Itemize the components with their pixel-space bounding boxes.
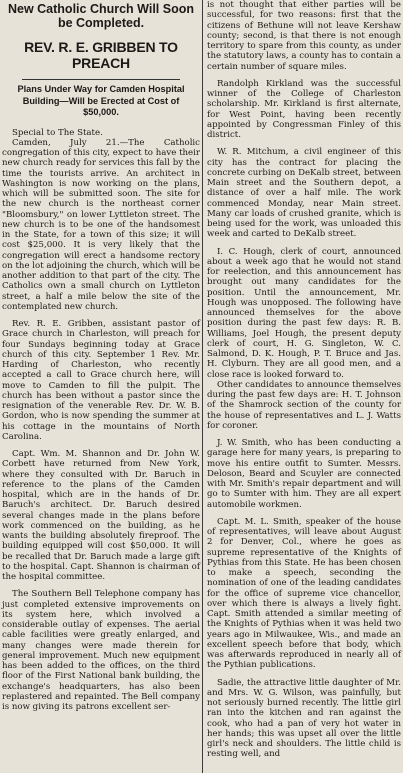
paragraph-gap <box>207 671 401 678</box>
article-paragraph: The Southern Bell Telephone company has just completed extensive improvements on its system here, which involved a considerable outlay of expenses. The aerial cable facilities were greatly enlarged, and many changes were made therein for general improvement. Much new equipment has been added to the offices, on the third floor of the First National bank building, the exchange's headquarters, has also been replastered and repainted. The Bell company is now giving its patrons excellent ser- <box>2 589 200 712</box>
paragraph-gap <box>207 510 401 517</box>
article-paragraph: Randolph Kirkland was the successful winner of the College of Charleston scholarship. Mr. Kirkland is first alternate, for West Point, having been recently appointed by Congressman Finley of this district. <box>207 78 401 140</box>
headline-main: New Catholic Church Will Soon be Completed. <box>7 2 194 30</box>
article-paragraph: is not thought that either parties will be successful, for two reasons: first that the citizens of Bethune will not leave Kershaw county; second, is that there is not enough territory to spare from this county, as under the statutory laws, a county has to contain a certain number of square miles. <box>207 0 401 72</box>
article-paragraph: Capt. M. L. Smith, speaker of the house of representatives, will leave about August 2 for Denver, Col., where he goes as supreme representative of the Knights of Pythias from this State. He has been chosen to make a speech, seconding the nomination of one of the leading candidates for the office of supreme vice chancellor, over which there is always a lively fight. Capt. Smith attended a similar meeting of the Knights of Pythias when it was held two years ago in Milwaukee, Wis., and made an excellent speech before that body, which was afterwards reproduced in nearly all of the Pythian publications. <box>207 516 401 671</box>
paragraph-gap <box>207 240 401 247</box>
left-column <box>2 0 200 712</box>
article-paragraph: J. W. Smith, who has been conducting a garage here for many years, is preparing to move his entire outfit to Sumter. Messrs. Deloson, Beard and Scuyler are connected with Mr. Smith's repair department and will go to Sumter with him. They are all expert automobile workmen. <box>207 438 401 510</box>
column-rule <box>202 0 203 773</box>
article-paragraph: Camden, July 21.—The Catholic congregation of this city, expect to have their new church ready for services this fall by the time the tourists arrive. An architect in Washington is now working on the plans, which will be submitted soon. The site for the new church is the northeast corner "Bloomsbury," on lower Lyttleton street. The new church is to be one of the handsomest in the State, for a town of this size; it will cost $25,000. It is very likely that the congregation will erect a handsome rectory on the lot adjoining the church, which will be another addition to that part of the city. The Catholics own a small church on Lyttleton street, a half a mile below the site of the contemplated new church. <box>2 137 200 312</box>
article-paragraph: Other candidates to announce themselves during the past few days are: H. T. Johnson of the Shamrock section of the county for the house of representatives and L. J. Watts for coroner. <box>207 379 401 431</box>
headline-subject: REV. R. E. GRIBBEN TO PREACH <box>24 39 178 71</box>
headline-deck: Plans Under Way for Camden Hospital Building—Will be Erected at Cost of $50,000. <box>17 84 185 117</box>
article-paragraph: W. R. Mitchum, a civil engineer of this city has the contract for placing the concrete curbing on DeKalb street, between Main street and the Southern depot, a distance of over a half mile. The work commenced Monday, near Main street. Many car loads of crushed granite, which is being used for the work, was unloaded this week and carted to DeKalb street. <box>207 147 401 240</box>
article-paragraph: Capt. Wm. M. Shannon and Dr. John W. Corbett have returned from New York, where they consulted with Dr. Baruch in reference to the plans of the Camden hospital, which are in the hands of Dr. Baruch's architect. Dr. Baruch desired several changes made in the plans before work commenced on the building, as he wants the building absolutely fireproof. The building equipped will cost $50,000. It will be recalled that Dr. Baruch made a large gift to the hospital. Capt. Shannon is chairman of the hospital committee. <box>2 449 200 582</box>
article-paragraph: Rev. R. E. Gribben, assistant pastor of Grace church in Charleston, will preach for four Sundays beginning today at Grace church of this city. September 1 Rev. Mr. Harding of Charleston, who recently accepted a call to Grace church here, will move to Camden to fill the pulpit. The church has been without a pastor since the resignation of the venerable Rev. Dr. W. B. Gordon, who is now spending the summer at his cottage in the mountains of North Carolina. <box>2 319 200 442</box>
article-paragraph: I. C. Hough, clerk of court, announced about a week ago that he would not stand for reelection, and this announcement has brought out many candidates for the position. Until the announcement, Mr. Hough was unopposed. The following have announced themselves for the above position during the past few days: R. B. Williams, Joel Hough, the present deputy clerk of court, H. G. Singleton, W. C. Salmond, D. K. Hough, P. T. Bruce and Jas. H. Clyburn. They are all good men, and a close race is looked forward to. <box>207 246 401 380</box>
paragraph-gap <box>2 312 200 319</box>
paragraph-gap <box>207 431 401 438</box>
paragraph-gap <box>2 442 200 449</box>
paragraph-gap <box>207 140 401 147</box>
paragraph-gap <box>2 582 200 589</box>
article-paragraph: Sadie, the attractive little daughter of Mr. and Mrs. W. G. Wilson, was painfully, but not seriously burned recently. The little girl ran into the kitchen and ran against the cook, who had a pan of very hot water in her hands; this was upset all over the little girl's neck and shoulders. The little child is resting well, and <box>207 677 401 760</box>
right-column <box>207 0 401 760</box>
headline-divider <box>22 79 180 80</box>
paragraph-gap <box>207 72 401 79</box>
dateline: Special to The State. <box>12 127 103 138</box>
